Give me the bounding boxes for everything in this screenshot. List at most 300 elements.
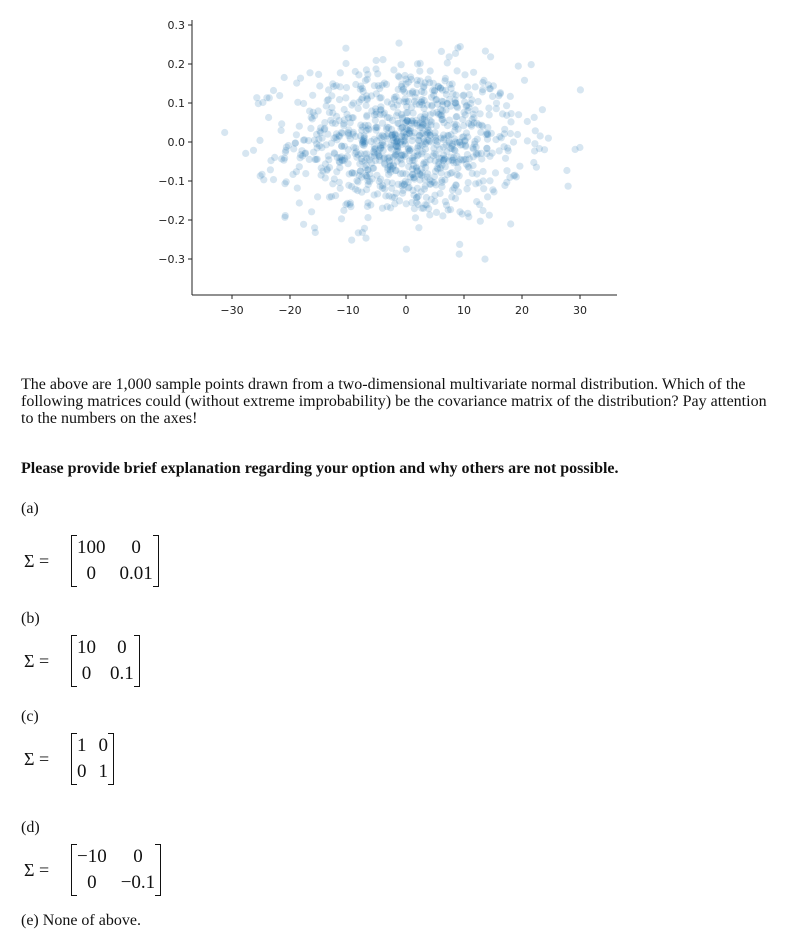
data-point bbox=[355, 105, 362, 112]
data-point bbox=[380, 147, 387, 154]
data-point bbox=[352, 144, 359, 151]
data-point bbox=[358, 155, 365, 162]
data-point bbox=[446, 117, 453, 124]
matrix-cell: 1 bbox=[98, 761, 108, 782]
y-tick-label: −0.1 bbox=[158, 175, 185, 188]
data-point bbox=[294, 99, 301, 106]
data-point bbox=[516, 163, 523, 170]
data-point bbox=[398, 152, 405, 159]
data-point bbox=[442, 198, 449, 205]
data-point bbox=[446, 53, 453, 60]
data-point bbox=[379, 185, 386, 192]
data-point bbox=[267, 166, 274, 173]
data-point bbox=[314, 193, 321, 200]
data-point bbox=[480, 185, 487, 192]
data-point bbox=[338, 143, 345, 150]
data-point bbox=[507, 130, 514, 137]
data-point bbox=[479, 86, 486, 93]
data-point bbox=[342, 45, 349, 52]
data-point bbox=[414, 60, 421, 67]
data-point bbox=[379, 56, 386, 63]
data-point bbox=[438, 183, 445, 190]
data-point bbox=[296, 199, 303, 206]
data-point bbox=[475, 98, 482, 105]
data-point bbox=[373, 90, 380, 97]
data-point bbox=[265, 114, 272, 121]
data-point bbox=[486, 177, 493, 184]
data-point bbox=[484, 131, 491, 138]
data-point bbox=[358, 189, 365, 196]
data-point bbox=[410, 174, 417, 181]
data-point bbox=[315, 136, 322, 143]
data-point bbox=[475, 179, 482, 186]
y-tick-label: −0.3 bbox=[158, 253, 185, 266]
x-tick-label: 30 bbox=[573, 304, 587, 317]
data-point bbox=[452, 181, 459, 188]
data-point bbox=[456, 251, 463, 258]
data-point bbox=[460, 92, 467, 99]
data-point bbox=[221, 129, 228, 136]
data-point bbox=[328, 92, 335, 99]
data-point bbox=[492, 169, 499, 176]
data-point bbox=[267, 157, 274, 164]
data-point bbox=[577, 86, 584, 93]
data-point bbox=[427, 117, 434, 124]
data-point bbox=[250, 147, 257, 154]
data-point bbox=[357, 83, 364, 90]
data-point bbox=[455, 188, 462, 195]
data-point bbox=[313, 156, 320, 163]
data-point bbox=[486, 212, 493, 219]
data-point bbox=[282, 149, 289, 156]
data-point bbox=[470, 69, 477, 76]
data-point bbox=[290, 145, 297, 152]
data-point bbox=[483, 145, 490, 152]
data-point bbox=[507, 93, 514, 100]
data-point bbox=[461, 71, 468, 78]
data-point bbox=[328, 104, 335, 111]
data-point bbox=[448, 169, 455, 176]
matrix-cell: 0.01 bbox=[119, 563, 153, 584]
x-tick-label: −10 bbox=[336, 304, 360, 317]
data-point bbox=[402, 81, 409, 88]
data-point bbox=[485, 105, 492, 112]
data-point bbox=[383, 126, 390, 133]
data-point bbox=[417, 77, 424, 84]
x-tick-label: −30 bbox=[220, 304, 244, 317]
data-point bbox=[403, 125, 410, 132]
question-text: The above are 1,000 sample points drawn from a two-dimensional multivariate normal distribution. Which of the following matrices could (without extreme improbability) be the covariance matrix of the distribution? Pay attention to the numbers on the axes! bbox=[21, 376, 767, 427]
data-point bbox=[476, 201, 483, 208]
matrix-cell: 0 bbox=[86, 563, 96, 584]
data-point bbox=[472, 83, 479, 90]
data-point bbox=[328, 193, 335, 200]
data-point bbox=[323, 141, 330, 148]
data-point bbox=[396, 73, 403, 80]
data-point bbox=[437, 190, 444, 197]
data-point bbox=[308, 114, 315, 121]
data-point bbox=[393, 143, 400, 150]
data-point bbox=[457, 43, 464, 50]
data-point bbox=[502, 155, 509, 162]
data-point bbox=[426, 211, 433, 218]
data-point bbox=[329, 180, 336, 187]
data-point bbox=[513, 173, 520, 180]
data-point bbox=[514, 131, 521, 138]
y-tick-label: 0.1 bbox=[167, 97, 185, 110]
data-point bbox=[398, 160, 405, 167]
data-point bbox=[447, 131, 454, 138]
data-point bbox=[402, 134, 409, 141]
data-point bbox=[425, 76, 432, 83]
data-point bbox=[464, 83, 471, 90]
data-point bbox=[419, 122, 426, 129]
data-point bbox=[507, 118, 514, 125]
data-point bbox=[306, 69, 313, 76]
data-point bbox=[315, 107, 322, 114]
data-point bbox=[452, 99, 459, 106]
data-point bbox=[336, 96, 343, 103]
data-point bbox=[477, 129, 484, 136]
data-point bbox=[405, 98, 412, 105]
data-point bbox=[510, 139, 517, 146]
data-point bbox=[409, 89, 416, 96]
matrix-cell: 0 bbox=[117, 637, 127, 658]
data-point bbox=[293, 131, 300, 138]
data-point bbox=[364, 71, 371, 78]
data-point bbox=[389, 131, 396, 138]
x-tick-label: 20 bbox=[515, 304, 529, 317]
data-point bbox=[448, 85, 455, 92]
data-point bbox=[384, 166, 391, 173]
data-point bbox=[419, 130, 426, 137]
data-point bbox=[389, 194, 396, 201]
data-point bbox=[242, 150, 249, 157]
matrix-cell: 0 bbox=[131, 537, 141, 558]
data-point bbox=[327, 117, 334, 124]
data-point bbox=[373, 57, 380, 64]
data-point bbox=[336, 164, 343, 171]
data-point bbox=[415, 193, 422, 200]
data-point bbox=[474, 136, 481, 143]
data-point bbox=[298, 147, 305, 154]
data-point bbox=[350, 100, 357, 107]
data-point bbox=[433, 209, 440, 216]
data-point bbox=[480, 77, 487, 84]
data-point bbox=[362, 77, 369, 84]
data-point bbox=[270, 176, 277, 183]
data-point bbox=[349, 131, 356, 138]
data-point bbox=[545, 135, 552, 142]
data-point bbox=[469, 170, 476, 177]
data-point bbox=[460, 122, 467, 129]
data-point bbox=[348, 237, 355, 244]
data-point bbox=[371, 111, 378, 118]
matrix-cell: −0.1 bbox=[120, 872, 156, 893]
data-point bbox=[427, 181, 434, 188]
data-point bbox=[364, 203, 371, 210]
data-point bbox=[411, 98, 418, 105]
option-b-matrix bbox=[71, 633, 140, 689]
data-point bbox=[266, 94, 273, 101]
data-point bbox=[481, 256, 488, 263]
data-point bbox=[449, 145, 456, 152]
data-point bbox=[349, 114, 356, 121]
instruction-text: Please provide brief explanation regarding your option and why others are not possible. bbox=[21, 460, 619, 477]
data-point bbox=[393, 112, 400, 119]
data-point bbox=[452, 195, 459, 202]
data-point bbox=[306, 156, 313, 163]
data-point bbox=[294, 185, 301, 192]
data-point bbox=[403, 246, 410, 253]
data-point bbox=[456, 139, 463, 146]
matrix-cell: −10 bbox=[77, 846, 107, 867]
data-point bbox=[281, 214, 288, 221]
data-point bbox=[524, 118, 531, 125]
data-point bbox=[409, 154, 416, 161]
data-point bbox=[528, 61, 535, 68]
data-point bbox=[363, 113, 370, 120]
data-point bbox=[315, 71, 322, 78]
data-point bbox=[276, 92, 283, 99]
data-point bbox=[477, 218, 484, 225]
data-point bbox=[493, 105, 500, 112]
data-point bbox=[337, 83, 344, 90]
data-point bbox=[442, 75, 449, 82]
data-point bbox=[418, 96, 425, 103]
data-point bbox=[390, 154, 397, 161]
scatter-chart bbox=[0, 0, 792, 330]
data-point bbox=[459, 116, 466, 123]
data-point bbox=[431, 198, 438, 205]
data-point bbox=[504, 145, 511, 152]
data-point bbox=[432, 151, 439, 158]
data-point bbox=[289, 171, 296, 178]
data-point bbox=[536, 145, 543, 152]
data-point bbox=[416, 68, 423, 75]
data-point bbox=[307, 125, 314, 132]
data-point bbox=[422, 201, 429, 208]
option-a-label: (a) bbox=[21, 500, 39, 517]
data-point bbox=[296, 123, 303, 130]
data-point bbox=[293, 80, 300, 87]
data-point bbox=[384, 203, 391, 210]
data-point bbox=[495, 92, 502, 99]
data-point bbox=[361, 225, 368, 232]
data-point bbox=[507, 220, 514, 227]
matrix-cell: 1 bbox=[77, 735, 87, 756]
data-point bbox=[343, 84, 350, 91]
data-point bbox=[377, 176, 384, 183]
data-point bbox=[423, 194, 430, 201]
data-point bbox=[330, 83, 337, 90]
data-point bbox=[464, 210, 471, 217]
data-point bbox=[390, 66, 397, 73]
data-point bbox=[503, 179, 510, 186]
y-tick-label: −0.2 bbox=[158, 214, 185, 227]
matrix-cell: 0 bbox=[81, 663, 92, 684]
data-point bbox=[470, 111, 477, 118]
data-point bbox=[342, 94, 349, 101]
data-point bbox=[256, 137, 263, 144]
data-point bbox=[366, 156, 373, 163]
option-c-matrix bbox=[71, 731, 114, 787]
data-point bbox=[426, 129, 433, 136]
data-point bbox=[308, 208, 315, 215]
data-point bbox=[539, 106, 546, 113]
data-point bbox=[572, 146, 579, 153]
data-point bbox=[452, 123, 459, 130]
data-point bbox=[462, 156, 469, 163]
data-point bbox=[465, 179, 472, 186]
data-point bbox=[348, 183, 355, 190]
data-point bbox=[440, 136, 447, 143]
data-point bbox=[278, 127, 285, 134]
data-point bbox=[524, 137, 531, 144]
data-point bbox=[489, 93, 496, 100]
matrix-cell: 0 bbox=[133, 846, 143, 867]
data-point bbox=[300, 221, 307, 228]
data-point bbox=[270, 87, 277, 94]
data-point bbox=[482, 48, 489, 55]
data-point bbox=[302, 170, 309, 177]
data-point bbox=[435, 111, 442, 118]
data-point bbox=[400, 187, 407, 194]
data-point bbox=[454, 67, 461, 74]
data-point bbox=[411, 205, 418, 212]
data-point bbox=[464, 163, 471, 170]
data-point bbox=[442, 163, 449, 170]
data-point bbox=[463, 129, 470, 136]
data-point bbox=[438, 48, 445, 55]
data-point bbox=[532, 127, 539, 134]
data-point bbox=[439, 212, 446, 219]
data-point bbox=[278, 120, 285, 127]
option-d-sigma: Σ = bbox=[24, 860, 50, 880]
data-point bbox=[421, 138, 428, 145]
data-point bbox=[346, 201, 353, 208]
data-point bbox=[463, 185, 470, 192]
data-point bbox=[338, 215, 345, 222]
data-point bbox=[452, 50, 459, 57]
x-tick-label: 0 bbox=[402, 304, 410, 317]
x-tick-label: −20 bbox=[278, 304, 302, 317]
y-tick-label: 0.2 bbox=[167, 58, 185, 71]
matrix-cell: 0 bbox=[77, 761, 87, 782]
data-point bbox=[521, 77, 528, 84]
data-point bbox=[391, 94, 398, 101]
data-point bbox=[388, 185, 395, 192]
data-point bbox=[533, 164, 540, 171]
data-point bbox=[342, 60, 349, 67]
data-point bbox=[405, 145, 412, 152]
data-point bbox=[419, 169, 426, 176]
data-point bbox=[412, 214, 419, 221]
data-point bbox=[336, 179, 343, 186]
data-point bbox=[364, 174, 371, 181]
matrix-cell: 0.1 bbox=[110, 663, 134, 684]
y-tick-label: 0.0 bbox=[167, 136, 185, 149]
data-point bbox=[503, 102, 510, 109]
matrix-cell: 0 bbox=[98, 735, 108, 756]
data-point bbox=[427, 156, 434, 163]
data-point bbox=[371, 136, 378, 143]
data-point bbox=[456, 241, 463, 248]
option-c-sigma: Σ = bbox=[24, 749, 50, 769]
matrix-cell: 10 bbox=[77, 637, 96, 658]
option-b-label: (b) bbox=[21, 610, 40, 627]
data-point bbox=[355, 71, 362, 78]
data-point bbox=[444, 59, 451, 66]
data-point bbox=[362, 235, 369, 242]
data-point bbox=[515, 63, 522, 70]
data-point bbox=[391, 200, 398, 207]
data-point bbox=[281, 74, 288, 81]
data-point bbox=[444, 100, 451, 107]
option-c-label: (c) bbox=[21, 708, 39, 725]
data-point bbox=[321, 126, 328, 133]
data-point bbox=[395, 40, 402, 47]
x-tick-label: 10 bbox=[457, 304, 471, 317]
data-point bbox=[503, 167, 510, 174]
data-point bbox=[364, 214, 371, 221]
data-point bbox=[456, 208, 463, 215]
data-point bbox=[364, 95, 371, 102]
data-point bbox=[498, 134, 505, 141]
data-point bbox=[424, 101, 431, 108]
data-point bbox=[433, 122, 440, 129]
data-point bbox=[363, 102, 370, 109]
matrix-cell: 100 bbox=[77, 537, 106, 558]
data-point bbox=[364, 167, 371, 174]
data-point bbox=[427, 111, 434, 118]
data-point bbox=[486, 111, 493, 118]
option-a-sigma: Σ = bbox=[24, 551, 50, 571]
data-point bbox=[453, 113, 460, 120]
data-point bbox=[281, 180, 288, 187]
data-point bbox=[503, 112, 510, 119]
data-point bbox=[489, 150, 496, 157]
data-point bbox=[377, 134, 384, 141]
data-point bbox=[311, 224, 318, 231]
data-point bbox=[260, 176, 267, 183]
data-point bbox=[515, 111, 522, 118]
data-points bbox=[221, 40, 584, 263]
data-point bbox=[565, 183, 572, 190]
data-point bbox=[371, 191, 378, 198]
y-tick-label: 0.3 bbox=[167, 19, 185, 32]
data-point bbox=[351, 170, 358, 177]
data-point bbox=[397, 170, 404, 177]
data-point bbox=[316, 82, 323, 89]
data-point bbox=[468, 123, 475, 130]
data-point bbox=[339, 157, 346, 164]
data-point bbox=[398, 61, 405, 68]
data-point bbox=[405, 163, 412, 170]
data-point bbox=[439, 87, 446, 94]
data-point bbox=[470, 153, 477, 160]
data-point bbox=[337, 69, 344, 76]
data-point bbox=[477, 110, 484, 117]
data-point bbox=[322, 174, 329, 181]
data-point bbox=[430, 92, 437, 99]
data-point bbox=[375, 82, 382, 89]
data-point bbox=[325, 156, 332, 163]
data-point bbox=[440, 157, 447, 164]
data-point bbox=[340, 122, 347, 129]
data-point bbox=[373, 127, 380, 134]
data-point bbox=[415, 224, 422, 231]
